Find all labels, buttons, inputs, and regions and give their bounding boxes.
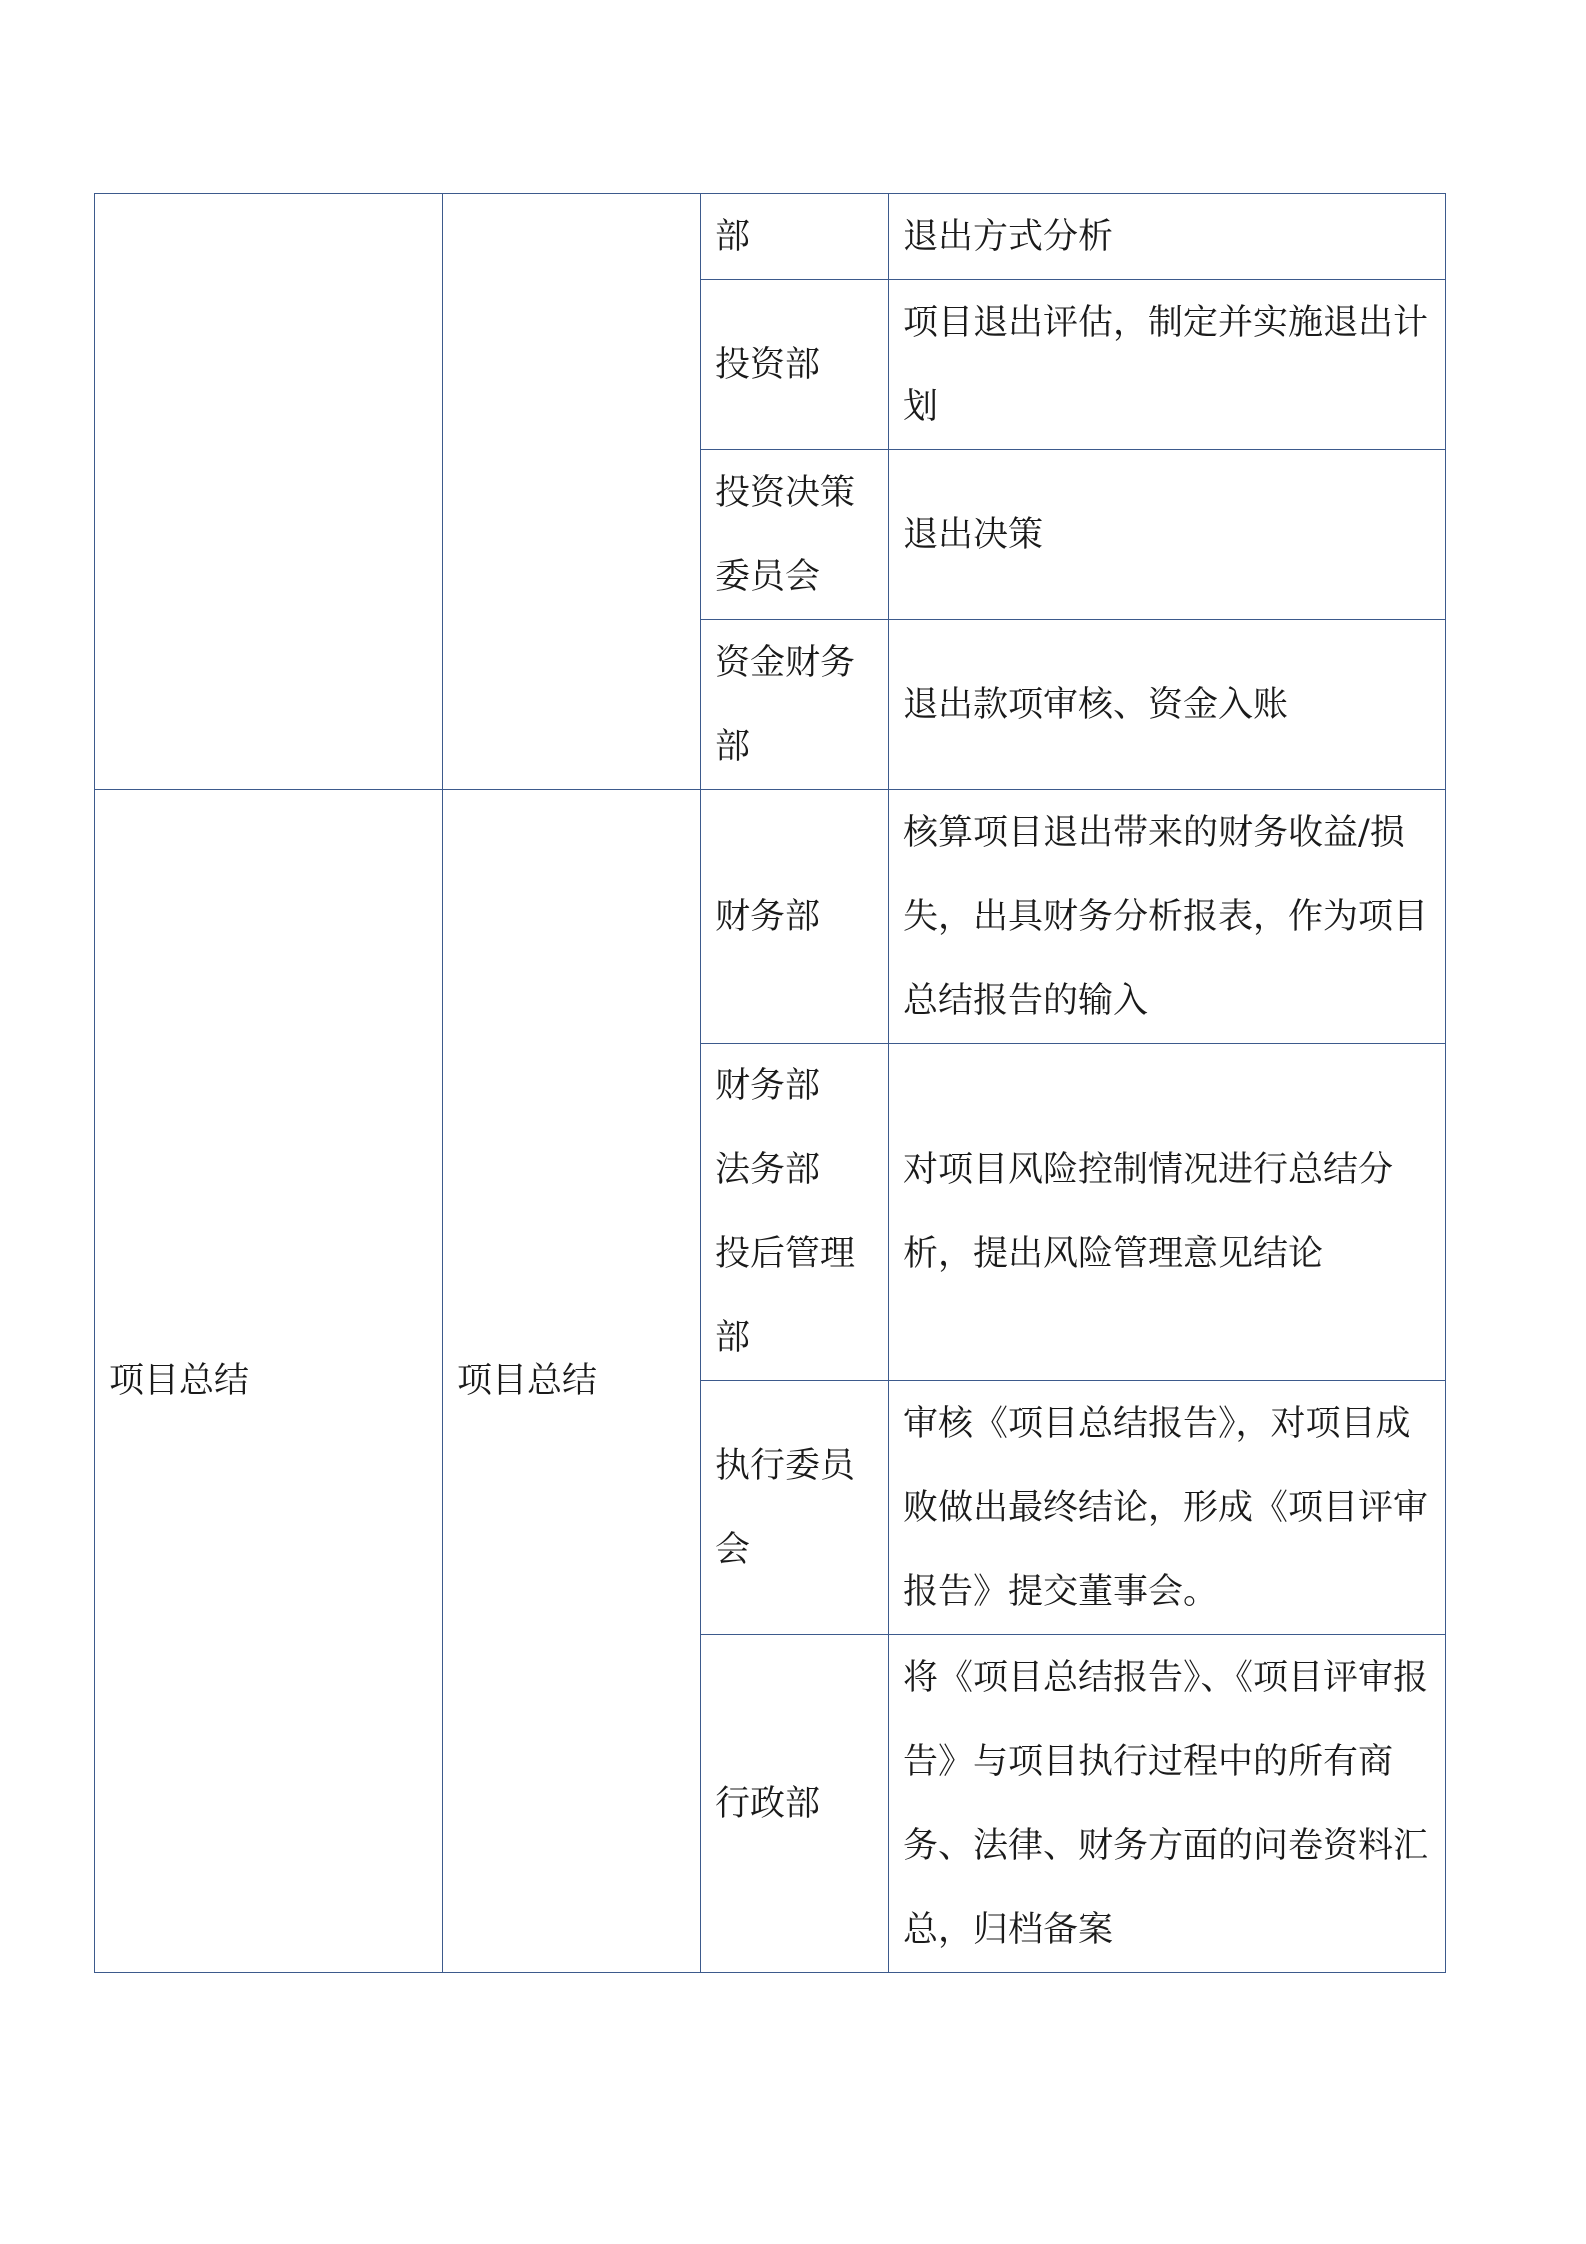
subtask-cell-empty: [443, 194, 701, 790]
table-row: [95, 790, 1446, 1044]
task-cell: 退出方式分析: [889, 194, 1446, 280]
stage-cell-empty: [95, 194, 443, 790]
dept-cell: 财务部 法务部 投后管理 部: [701, 1044, 889, 1381]
task-cell: 退出决策: [889, 450, 1446, 620]
dept-cell: 资金财务 部: [701, 620, 889, 790]
task-cell: 将《项目总结报告》、《项目评审报告》与项目执行过程中的所有商务、法律、财务方面的问卷资料汇总，归档备案: [889, 1635, 1446, 1973]
dept-cell: 投资部: [701, 280, 889, 450]
dept-cell: 财务部: [701, 790, 889, 1044]
dept-cell: 行政部: [701, 1635, 889, 1973]
task-cell: 项目退出评估，制定并实施退出计划: [889, 280, 1446, 450]
dept-cell: 部: [701, 194, 889, 280]
table-row: [95, 194, 1446, 280]
task-cell: 退出款项审核、资金入账: [889, 620, 1446, 790]
dept-cell: 投资决策 委员会: [701, 450, 889, 620]
subtask-cell: 项目总结: [443, 790, 701, 1973]
dept-cell: 执行委员 会: [701, 1381, 889, 1635]
process-responsibility-table: [94, 193, 1446, 1973]
stage-cell: 项目总结: [95, 790, 443, 1973]
task-cell: 对项目风险控制情况进行总结分析，提出风险管理意见结论: [889, 1044, 1446, 1381]
task-cell: 审核《项目总结报告》，对项目成败做出最终结论，形成《项目评审报告》提交董事会。: [889, 1381, 1446, 1635]
task-cell: 核算项目退出带来的财务收益/损失，出具财务分析报表，作为项目总结报告的输入: [889, 790, 1446, 1044]
